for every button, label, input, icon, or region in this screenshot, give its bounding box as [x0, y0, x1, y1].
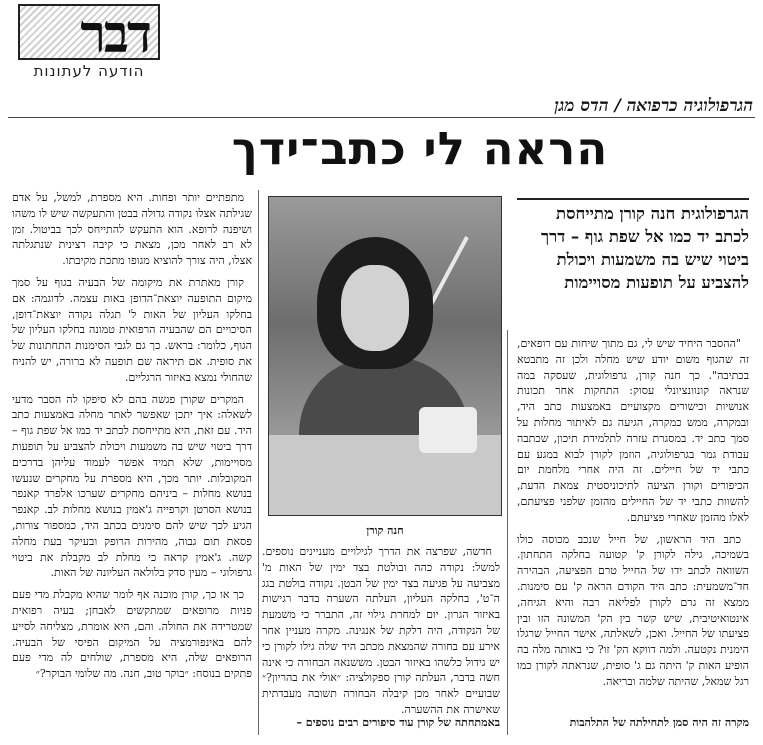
byline: הגרפולוגיה כרפואה / הדס מגן: [554, 96, 753, 116]
paragraph: המקרים שקורן פגשה בהם לא סיפקו לה הסבר מדעי לשאלה: איך יתכן שאפשר לאתר מחלה באמצעות כתב היד. עם זאת, היא מתייחסת לכתב יד כמו אל שפת גוף – דרך ביטוי שיש בה משמעות ויכולת להצביע על תופעות מסויימות, שלא תמיד אפשר לעמוד עליהן בדרכים המקובלות. יותר מכך, היא מספרת על מחקרים שנעשו בנושא מחלות – ביניהם מחקרים שערכו אלפרד קאנפר בנושא הסרטן וקרפייה ג'אמין בנושא מחלות לב. קאנפר הגיע לכך שיש להם סימנים בכתב היד, כמספור צורות, פסאת תום גבוה, מהירות הרופק ובעיקר בעת מחלה קשה. ג'אמין קראה כי מחלת לב מקבלת את ביטוי גרפולוגי – מעין סדק בלולאה העליונה של האות.: [12, 392, 252, 580]
photo-face: [341, 265, 409, 351]
headline: הראה לי כתב־ידך: [231, 122, 609, 175]
portrait-photo: [268, 196, 502, 516]
column-middle-tail: באמתחתה של קורן עוד סיפורים רבים נוספים –: [296, 716, 500, 729]
masthead-subtitle: הודעה לעתונות: [33, 62, 145, 80]
top-rule: [8, 117, 755, 118]
newspaper-logo: [18, 4, 160, 60]
logo-text: דבר: [80, 4, 150, 60]
column-right-tail: מקרה זה היה סמן לתחילתה של התלהבות: [569, 716, 749, 729]
paragraph: מתפתיים יותר ופחות. היא מספרת, למשל, על אדם שגילתה אצלו נקודה גדולה בבטן והתעקשה שיש לו משהו ושיפנה לרופא. הוא התעקש להתייחס לכך בביטול. זמן לא רב לאחר מכן, מצאת כי קיבה רצינית שנתגלתה אצלו, היה צורך להוציא מגופו מתכת מקיבתו.: [12, 191, 252, 268]
article-column-middle: [262, 544, 500, 724]
column-divider: [258, 190, 259, 735]
paragraph: כתב היד הראשון, של חייל שנכב מכוסה כולו בשמיכה, גילה לקורן ק' קטועה בחלקה התחתון. השוואה לכתב ידו של החייל טרם הפציעה, הבהירה חד־משמעית: כתב היד הקודם הראה ק' עם סימנות. ממצא זה גרם לקורן לפליאה רבה והיא הגיחה, אינטואיטיבית, שיש קשר בין הק' המשונה הזו ובין פציעתו של החייל. ואכן, לשאלתה, אישר החייל שרגלו הימנית נקטעה. ולמה דווקא הק' זו? כי באותה מלה בה הופיע האות ק' היתה גם ג' סופית, שנראתה לקורן כמו רגל שמאל, שהיתה שלמה ובריאה.: [517, 532, 749, 688]
article-column-right: [517, 336, 749, 696]
article-column-left: [12, 190, 252, 688]
paragraph: "ההסבר היחיד שיש לי, גם מתוך שיחות עם רופאים, זה שהגוף משום יודע שיש מחלה ולכן זה מתבטא בכתיבה". כך חנה קורן, גרפולוגית, שעסקה במה שנראה קונוונציונלי עסוק: התחקות אחר תכונות אנושיות וכישורים מקצועיים באמצעות כתב היד, ובמקרה, ממש כמקרה, הגיעה גם לאיתור מחלות על סמך כתב יד. במסגרת עזרה לתלמידת תיכון, שכתבה עבודת גמר בגרפולוגיה, הוזמן לקורן לבוא במגע עם כתבי יד של חיילים. זה היה אחרי מלחמת יום הכיפורים וקורן הציעה לתיכוניסטית צמאת הדעת, להשוות כתבי יד של החיילים מהזמן שלפני פציעתם, לאלו מהזמן שאחרי פציעתם.: [517, 337, 749, 524]
masthead: [14, 2, 164, 90]
photo-caption: חנה קורן: [366, 524, 404, 537]
column-divider: [507, 330, 508, 735]
paragraph: כך או כך, קורן מוכנה אף לומר שהיא מקבלת מדי פעם פניות מרופאים שמתקשים לאבחן; בעיה רפואית שמטרידה את החולה. והם, היא אומרת, מצליחה לסייע להם באינפורמציה על המיקום הפיסי של הבעיה. הרופאים שלה, היא מספרת, שולחים לה מדי פעם פתקים בנוסח: ״בוקר טוב, חנה. מה שלומי הבוקר?״: [12, 588, 252, 681]
paragraph: חדשה, שפרצה את הדרך לגילויים מעניינים נוספים. למשל: נקודה כהה ובולטת בצד ימין של האות מ' מצביעה על פגיעה בצד ימין של הבטן. נקודה בולטת בגג ה־ט', בחלקה העליון, העלתה השערה בדבר רגישות באיזור הגרון. יום למחרת גילוי זה, התברר כי משמעת של הנקודה, היה דלקת של אנגינה. מקרה מעניין אחר אירע עם בחורה שהמצאת מכתב היד שלה גילו לקורן כי יש גידול כלשהו באיזור הבטן. מששנאה הבחורה כי אינה חשה בדבר, העלתה קורן ספקולציה: ״אולי את בהריון?״ שבועיים לאחר מכן קיבלה הבחורה תשובה מעבדתית שאישרה את ההשערה.: [262, 545, 500, 716]
deck: הגרפולוגית חנה קורן מתייחסת לכתב יד כמו אל שפת גוף – דרך ביטוי שיש בה משמעות ויכולת להצביע על תופעות מסויימות: [517, 198, 749, 294]
paragraph: קורן מאתרת את מיקומה של הבעיה בגוף על סמך מיקום התופעה יוצאת־הדופן באות עצמה. לדוגמה: אם בחלקו העליון של האות ל' תגלה נקודה יוצאת־דופן, הסיכויים הם שהבעיה הרפואית טמונה בחלקו העליון של הגוף, כלומר: בראש. כך גם לגבי הסימנות התחתונות של את סופית. אם תיראה שם תופעה לא ברורה, יש להניח שהחולי נמצא באיזור הרגליים.: [12, 275, 252, 384]
photo-cup: [419, 407, 477, 453]
